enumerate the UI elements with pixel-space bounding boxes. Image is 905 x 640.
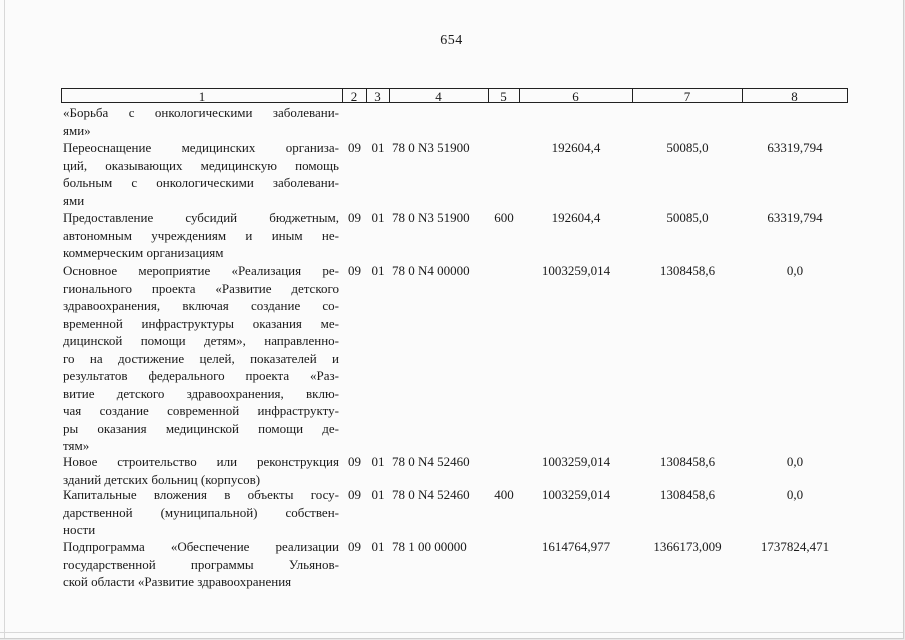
column-header: 6 (519, 88, 633, 103)
description-line: ями» (63, 122, 91, 138)
table-cell-c7: 1366173,009 (653, 539, 722, 554)
table-cell-c3: 01 (371, 539, 385, 554)
column-header: 2 (342, 88, 367, 103)
table-cell-c2: 09 (348, 210, 361, 225)
row-description (63, 538, 339, 591)
description-line: витие детского здравоохранения, вклю- (63, 385, 339, 401)
description-line: здравоохранения, включая создание со- (63, 298, 339, 313)
table-cell-c2: 09 (348, 454, 361, 469)
column-header: 5 (488, 88, 520, 103)
row-description (63, 104, 339, 139)
description-line: результатов федерального проекта «Раз- (63, 368, 339, 383)
table-cell-c3: 01 (371, 487, 385, 502)
table-cell-c3: 01 (371, 140, 385, 155)
table-cell-c2: 09 (348, 487, 361, 502)
table-cell-c8: 63319,794 (767, 210, 823, 225)
table-cell-c6: 192604,4 (551, 140, 601, 155)
table-cell-c7: 50085,0 (666, 140, 709, 155)
table-cell-c8: 0,0 (786, 487, 804, 502)
column-header: 7 (632, 88, 743, 103)
description-line: ций, оказывающих медицинскую помощь (63, 157, 339, 173)
description-line: государственной программы Ульянов- (63, 556, 339, 572)
table-cell-c2: 09 (348, 263, 361, 278)
description-line: коммерческим организациям (63, 245, 224, 260)
table-cell-c4: 78 0 N3 51900 (392, 210, 470, 225)
table-cell-c3: 01 (371, 454, 385, 469)
row-description (63, 139, 339, 209)
table-cell-c6: 1003259,014 (541, 454, 611, 469)
column-header: 3 (366, 88, 390, 103)
table-cell-c7: 50085,0 (666, 210, 709, 225)
description-line: ской области «Развитие здравоохранения (63, 574, 292, 589)
table-cell-c8: 1737824,471 (760, 539, 830, 554)
row-description (63, 262, 339, 455)
table-cell-c4: 78 0 N4 00000 (392, 263, 470, 278)
page-number: 654 (440, 33, 463, 48)
column-header: 1 (61, 88, 343, 103)
description-line: зданий детских больниц (корпусов) (63, 471, 261, 487)
column-header: 8 (742, 88, 848, 103)
table-cell-c8: 63319,794 (767, 140, 823, 155)
table-cell-c6: 1614764,977 (541, 539, 611, 554)
table-cell-c7: 1308458,6 (659, 487, 716, 502)
description-line: Капитальные вложения в объекты госу- (63, 487, 339, 502)
table-cell-c4: 78 1 00 00000 (392, 539, 467, 554)
table-cell-c2: 09 (348, 539, 361, 554)
description-line: тям» (63, 438, 90, 453)
description-line: больным с онкологическими заболевани- (63, 175, 339, 190)
description-line: Новое строительство или реконструкция (63, 454, 339, 469)
table-cell-c6: 192604,4 (551, 210, 601, 225)
table-cell-c4: 78 0 N3 51900 (392, 140, 470, 155)
table-cell-c3: 01 (371, 263, 385, 278)
table-cell-c8: 0,0 (786, 454, 804, 469)
description-line: дицинской помощи детям», направленно- (63, 333, 339, 348)
page-edge (4, 0, 5, 638)
description-line: «Борьба с онкологическими заболевани- (63, 105, 339, 120)
description-line: дарственной (муниципальной) собствен- (63, 504, 339, 520)
row-description (63, 453, 339, 488)
page-edge (0, 632, 903, 633)
table-cell-c4: 78 0 N4 52460 (392, 454, 470, 469)
table-cell-c7: 1308458,6 (659, 263, 716, 278)
description-line: гионального проекта «Развитие детского (63, 280, 339, 296)
table-cell-c7: 1308458,6 (659, 454, 716, 469)
description-line: ры оказания медицинской помощи де- (63, 420, 339, 436)
row-description (63, 486, 339, 539)
table-cell-c3: 01 (371, 210, 385, 225)
table-cell-c2: 09 (348, 140, 361, 155)
description-line: ями (63, 192, 85, 208)
description-line: автономным учреждениям и иным не- (63, 227, 339, 243)
description-line: Подпрограмма «Обеспечение реализации (63, 539, 339, 554)
description-line: временной инфраструктуры оказания ме- (63, 315, 339, 331)
table-cell-c5: 600 (494, 210, 514, 225)
description-line: ности (63, 522, 96, 537)
description-line: го на достижение целей, показателей и (63, 350, 339, 366)
row-description (63, 209, 339, 262)
description-line: Предоставление субсидий бюджетным, (63, 210, 339, 225)
description-line: Переоснащение медицинских организа- (63, 140, 339, 155)
description-line: чая создание современной инфраструкту- (63, 403, 339, 418)
table-cell-c6: 1003259,014 (541, 263, 611, 278)
table-cell-c5: 400 (494, 487, 514, 502)
description-line: Основное мероприятие «Реализация ре- (63, 263, 339, 278)
column-header: 4 (389, 88, 489, 103)
table-cell-c6: 1003259,014 (541, 487, 611, 502)
table-cell-c4: 78 0 N4 52460 (392, 487, 470, 502)
table-cell-c8: 0,0 (786, 263, 804, 278)
